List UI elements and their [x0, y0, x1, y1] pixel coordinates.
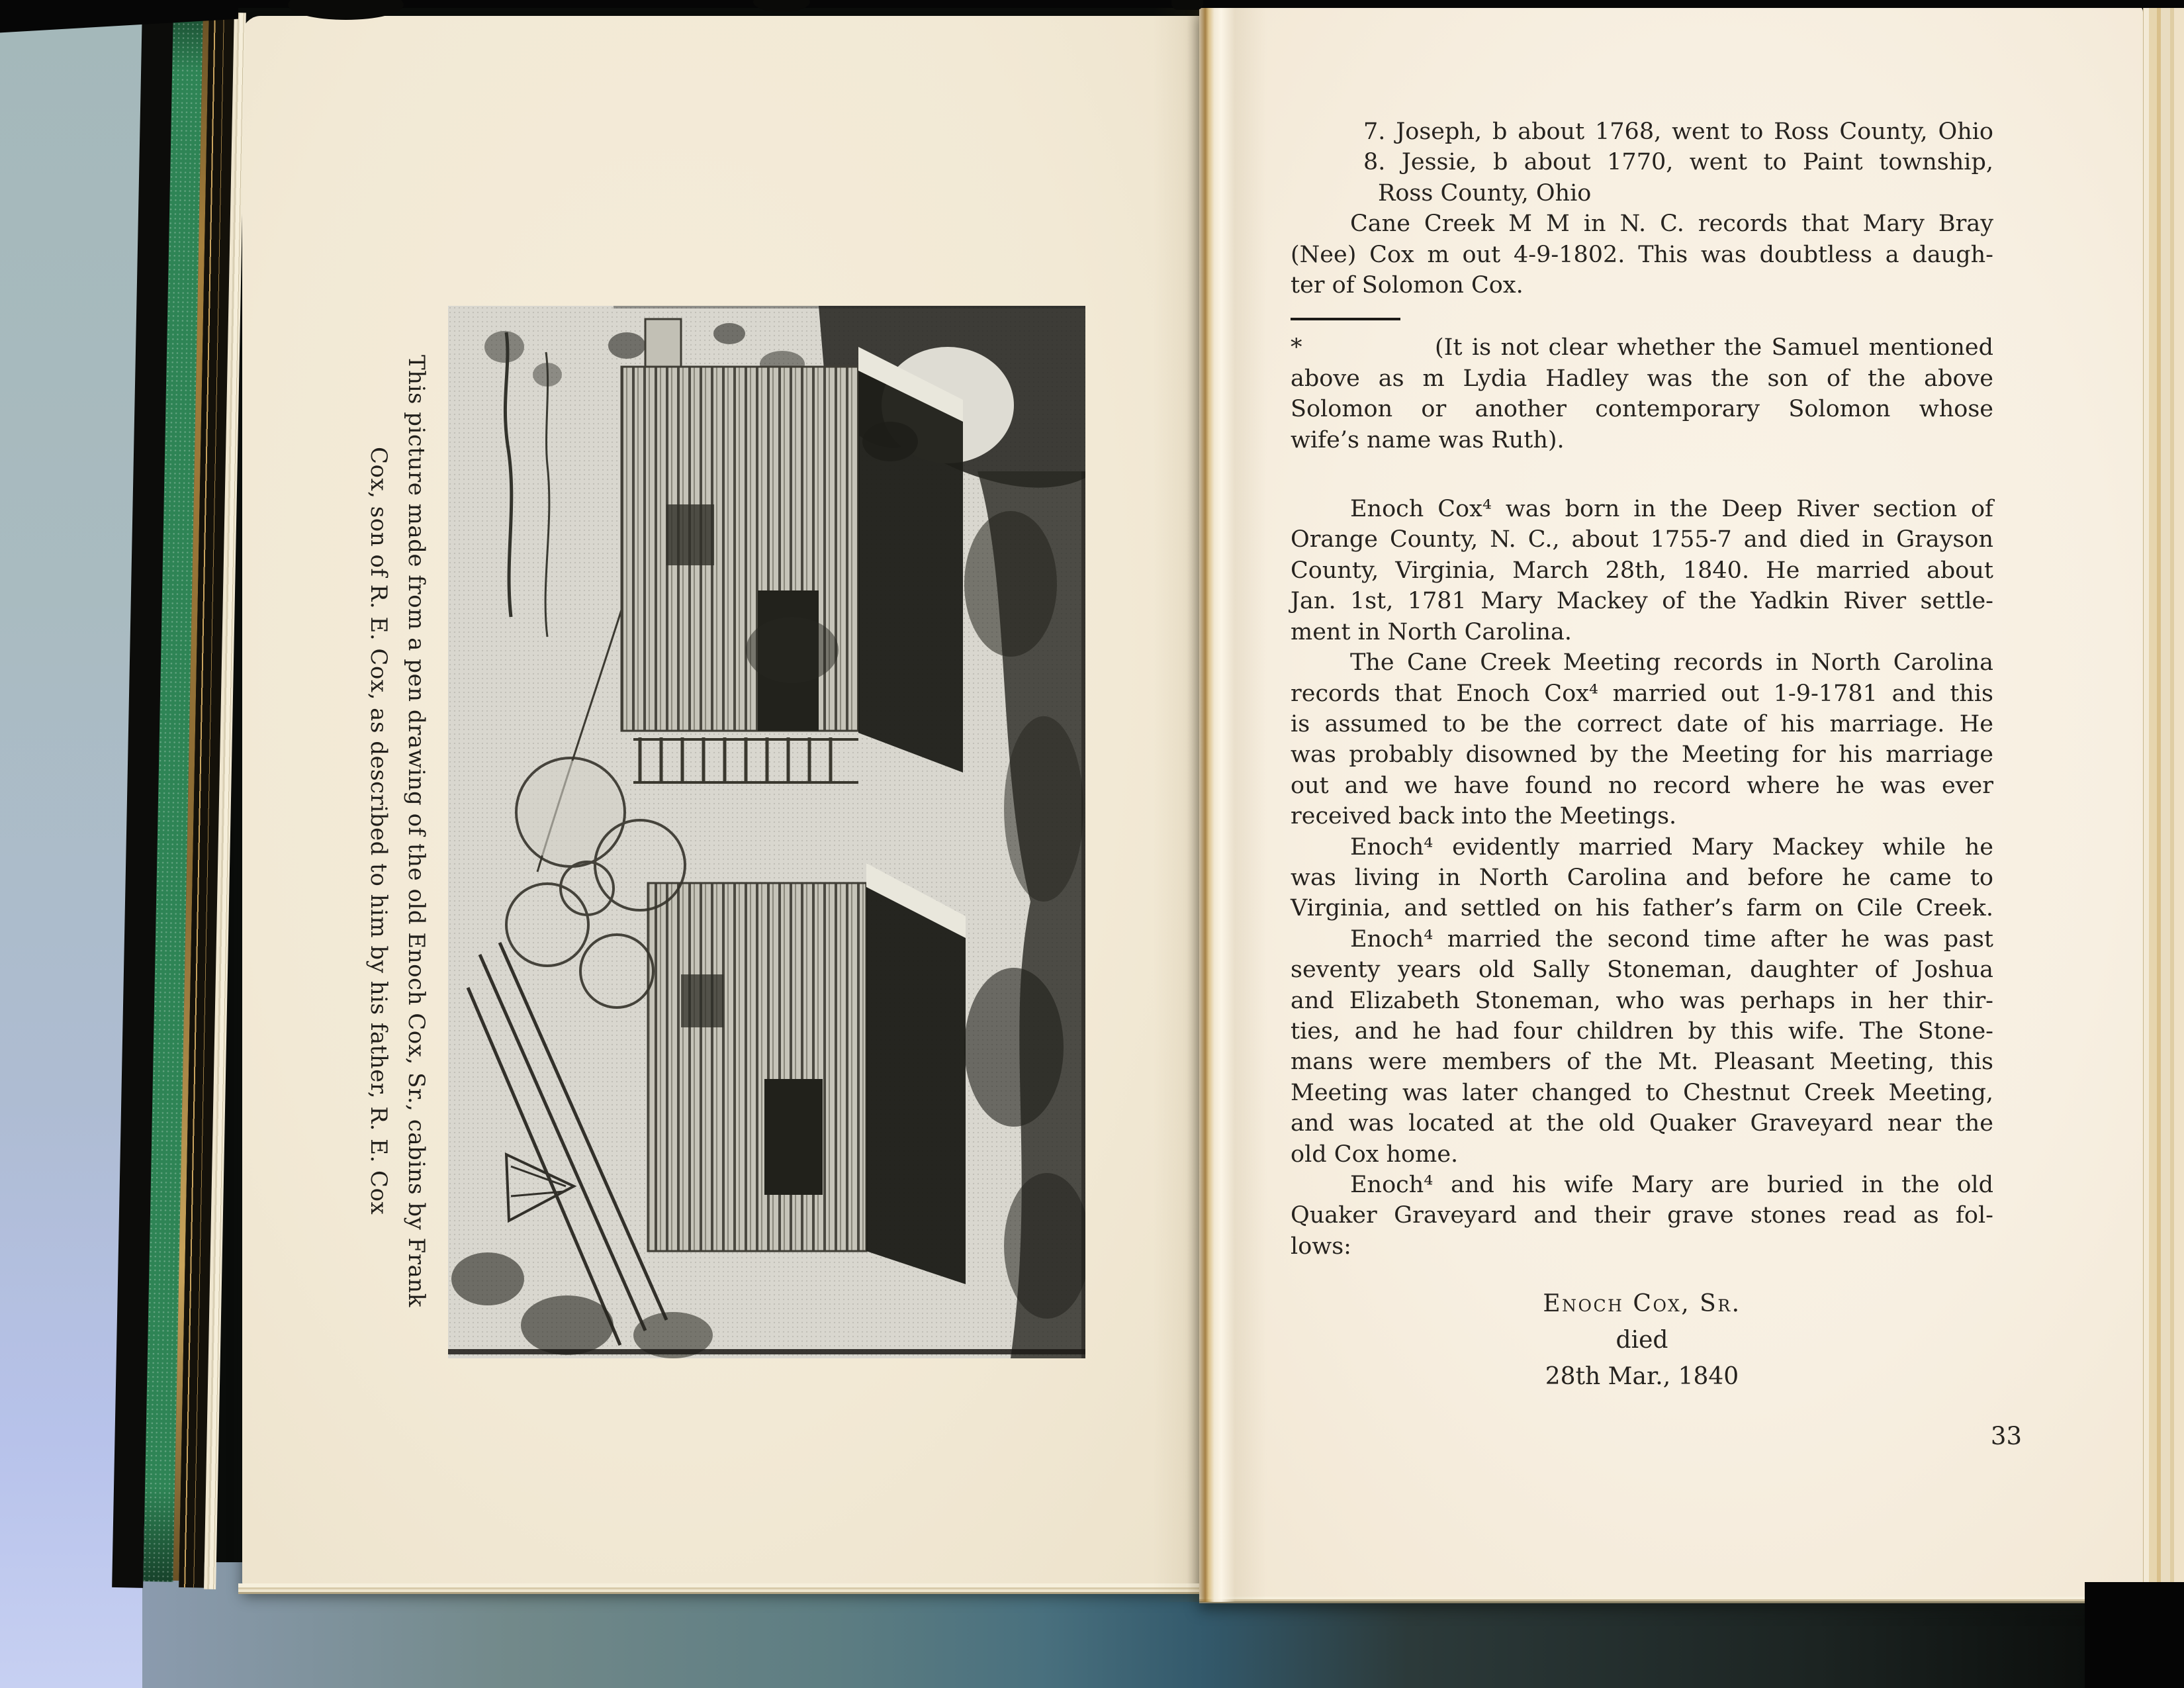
text-line: was living in North Carolina and before he came to [1291, 864, 1993, 891]
text-line: old Cox home. [1291, 1141, 1459, 1168]
text-line: (It is not clear whether the Samuel mentioned [1435, 334, 1993, 361]
text-line: records that Enoch Cox⁴ married out 1-9-1781 and this [1291, 680, 1993, 707]
text-line: died [1615, 1327, 1668, 1354]
text-line: out and we have found no record where he was ever [1291, 772, 1993, 799]
footnote-rule [1291, 318, 1400, 320]
text-line: Orange County, N. C., about 1755-7 and died in Grayson [1291, 526, 1993, 553]
text-line: Enoch Cox⁴ was born in the Deep River section of [1350, 496, 1993, 523]
text-line: ment in North Carolina. [1291, 618, 1572, 645]
text-line: and Elizabeth Stoneman, who was perhaps in her thir- [1291, 987, 1993, 1014]
right-page-fore-edge [2143, 4, 2184, 1599]
text-line: was probably disowned by the Meeting for his marriage [1291, 741, 1993, 769]
text-line: 28th Mar., 1840 [1545, 1363, 1739, 1391]
text-line [1291, 455, 1993, 494]
text-line: above as m Lydia Hadley was the son of the above [1291, 365, 1993, 392]
figure-caption-line: Cox, son of R. E. Cox, as described to him by his father, R. E. Cox [365, 446, 392, 1215]
text-line: Cane Creek M M in N. C. records that Mary Bray [1350, 211, 1993, 238]
text-line: Meeting was later changed to Chestnut Creek Meeting, [1291, 1079, 1993, 1106]
text-line [1291, 332, 1993, 363]
text-line: ties, and he had four children by this wife. The Stone- [1291, 1017, 1993, 1045]
scan-corner-dark [2085, 1582, 2184, 1688]
text-line: (Nee) Cox m out 4-9-1802. This was doubtless a daugh- [1291, 241, 1993, 268]
figure-caption [354, 303, 435, 1358]
text-line: Solomon or another contemporary Solomon whose [1291, 396, 1993, 423]
text-line: ter of Solomon Cox. [1291, 272, 1524, 299]
text-line: Jan. 1st, 1781 Mary Mackey of the Yadkin River settle- [1291, 588, 1993, 615]
figure-caption-line: This picture made from a pen drawing of the old Enoch Cox, Sr., cabins by Frank [403, 354, 430, 1307]
text-line: and was located at the old Quaker Graveyard near the [1291, 1110, 1993, 1137]
text-line: Enoch⁴ evidently married Mary Mackey while he [1350, 833, 1993, 861]
text-line: Virginia, and settled on his father’s farm on Cile Creek. [1291, 895, 1993, 922]
text-line: The Cane Creek Meeting records in North Carolina [1350, 649, 1993, 677]
cabin-drawing-image [448, 306, 1085, 1358]
text-line: received back into the Meetings. [1291, 803, 1677, 830]
right-page-bottom-edge [1199, 1597, 2146, 1603]
page-number: 33 [1990, 1422, 2022, 1450]
text-line: Ross County, Ohio [1378, 179, 1592, 207]
text-line: 7. Joseph, b about 1768, went to Ross County, Ohio [1363, 118, 1993, 145]
gutter-top-shadow [1171, 0, 1203, 10]
text-line: seventy years old Sally Stoneman, daughter of Joshua [1291, 957, 1993, 984]
text-line: County, Virginia, March 28th, 1840. He married about [1291, 557, 1993, 584]
text-line: is assumed to be the correct date of his marriage. He [1291, 710, 1993, 737]
text-line: 8. Jessie, b about 1770, went to Paint township, [1363, 149, 1993, 176]
scan-clamp-shadow [753, 0, 810, 12]
text-line: Quaker Graveyard and their grave stones read as fol- [1291, 1202, 1993, 1229]
text-line: Enoch⁴ and his wife Mary are buried in the old [1350, 1172, 1993, 1198]
footnote-asterisk: * [1291, 334, 1302, 361]
text-line: Enoch Cox, Sr. [1543, 1290, 1741, 1318]
text-line: mans were members of the Mt. Pleasant Meeting, this [1291, 1049, 1993, 1076]
left-page-bottom-edge [238, 1583, 1199, 1594]
text-line [1291, 1262, 1993, 1286]
text-line: Enoch⁴ married the second time after he was past [1350, 925, 1993, 953]
text-line: wife’s name was Ruth). [1291, 426, 1565, 453]
page-text-column [1291, 117, 1993, 1395]
text-line: lows: [1291, 1233, 1351, 1260]
book-cover-edge [0, 3, 251, 1593]
